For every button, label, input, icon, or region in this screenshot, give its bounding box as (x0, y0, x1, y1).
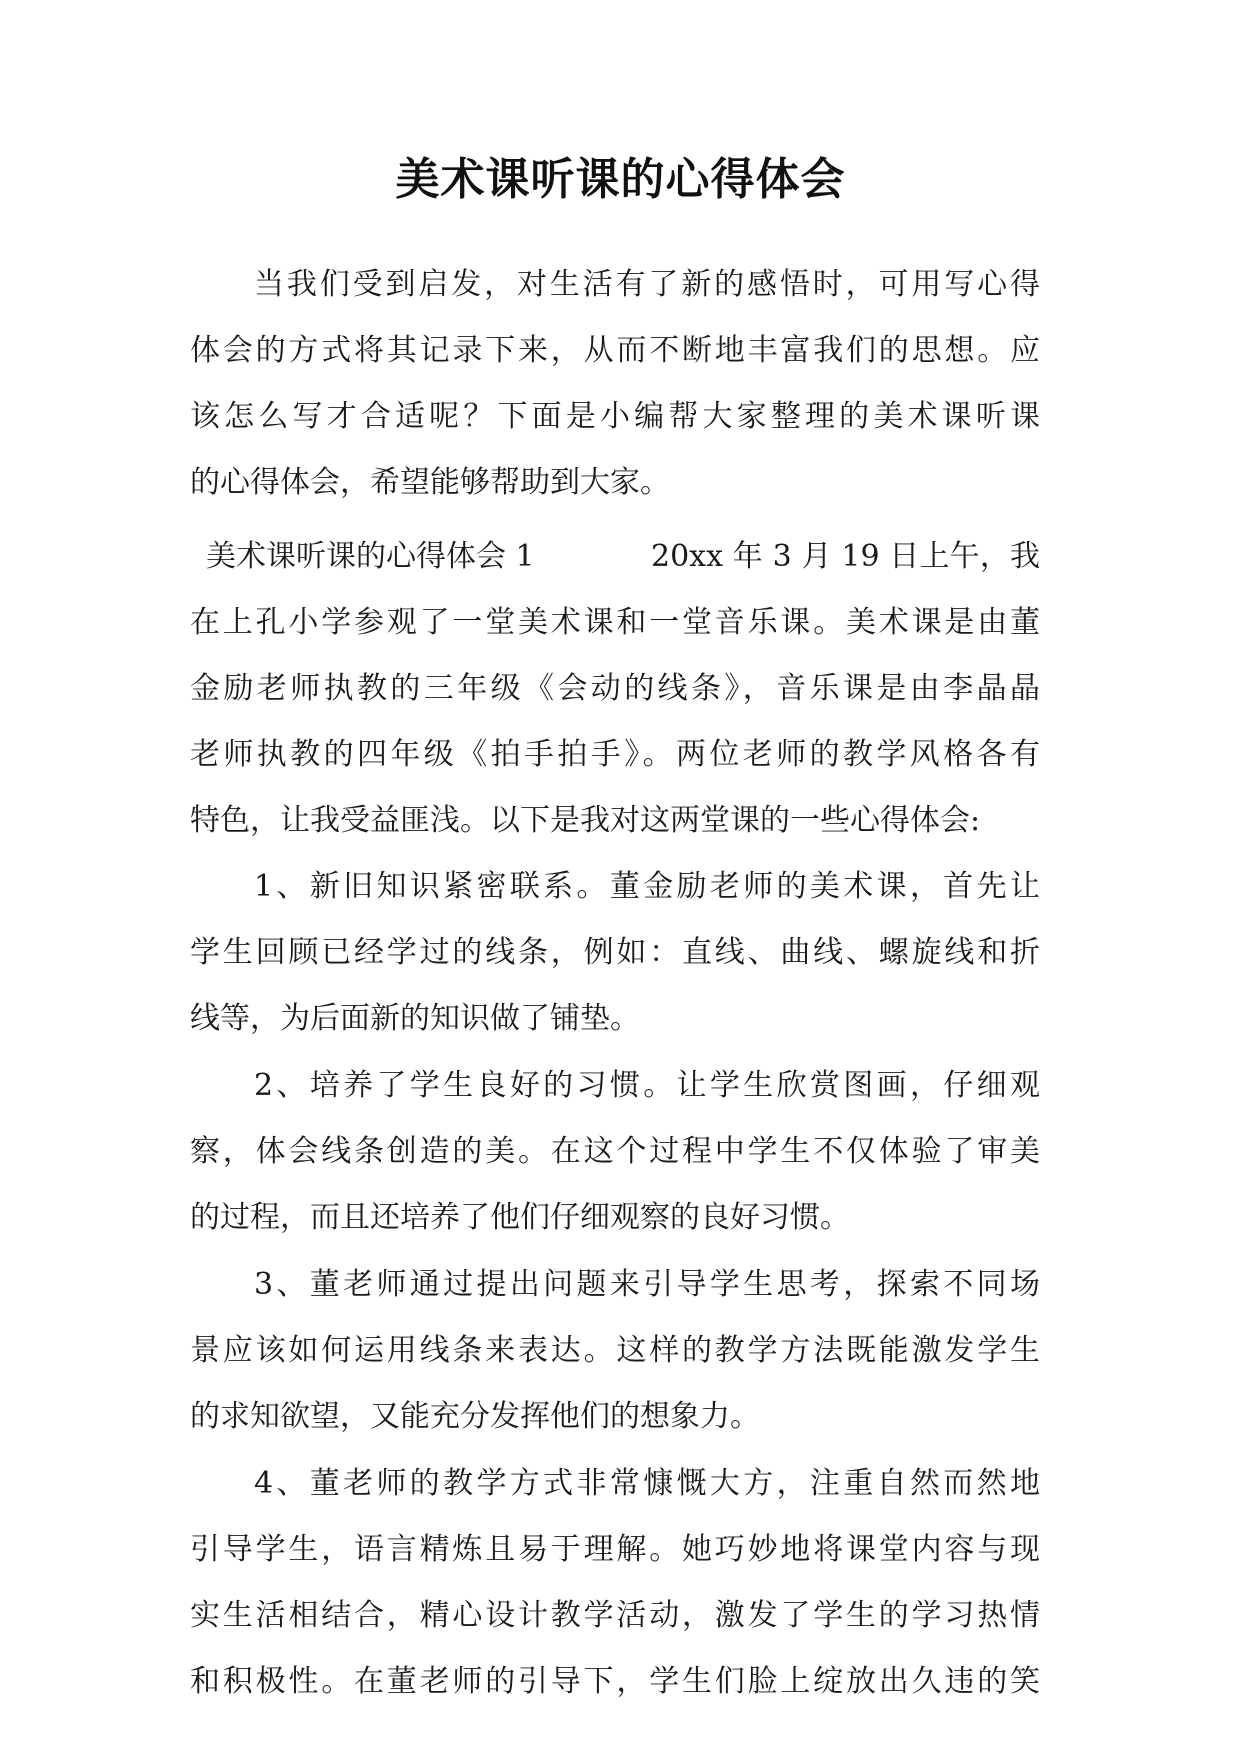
text-line: 学生回顾已经学过的线条，例如：直线、曲线、螺旋线和折 (190, 935, 1040, 970)
text-line: 察，体会线条创造的美。在这个过程中学生不仅体验了审美 (190, 1134, 1040, 1169)
text-line: 4、董老师的教学方式非常慷慨大方，注重自然而然地 (254, 1466, 1040, 1501)
text-line: 线等，为后面新的知识做了铺垫。 (190, 1001, 640, 1036)
document-title: 美术课听课的心得体会 (395, 154, 846, 205)
text-line: 和积极性。在董老师的引导下，学生们脸上绽放出久违的笑 (190, 1664, 1040, 1699)
text-line: 景应该如何运用线条来表达。这样的教学方法既能激发学生 (190, 1333, 1040, 1368)
text-line: 2、培养了学生良好的习惯。让学生欣赏图画，仔细观 (254, 1068, 1040, 1103)
text-line: 该怎么写才合适呢？下面是小编帮大家整理的美术课听课 (190, 399, 1040, 434)
text-line: 1、新旧知识紧密联系。董金励老师的美术课，首先让 (254, 869, 1040, 904)
text-line: 20xx 年 3 月 19 日上午，我 (651, 539, 1040, 574)
text-line: 实生活相结合，精心设计教学活动，激发了学生的学习热情 (190, 1598, 1040, 1633)
text-line: 的心得体会，希望能够帮助到大家。 (190, 465, 670, 500)
text-line: 当我们受到启发，对生活有了新的感悟时，可用写心得 (254, 267, 1040, 302)
text-line: 引导学生，语言精炼且易于理解。她巧妙地将课堂内容与现 (190, 1532, 1040, 1567)
text-line: 体会的方式将其记录下来，从而不断地丰富我们的思想。应 (190, 333, 1040, 368)
section-heading: 美术课听课的心得体会 1 (206, 539, 535, 574)
text-line: 3、董老师通过提出问题来引导学生思考，探索不同场 (254, 1267, 1040, 1302)
text-line: 在上孔小学参观了一堂美术课和一堂音乐课。美术课是由董 (190, 605, 1040, 640)
text-line: 的过程，而且还培养了他们仔细观察的良好习惯。 (190, 1200, 850, 1235)
text-line: 金励老师执教的三年级《会动的线条》，音乐课是由李晶晶 (190, 671, 1040, 706)
text-line: 特色，让我受益匪浅。以下是我对这两堂课的一些心得体会: (190, 803, 981, 838)
text-line: 的求知欲望，又能充分发挥他们的想象力。 (190, 1399, 760, 1434)
text-line: 老师执教的四年级《拍手拍手》。两位老师的教学风格各有 (190, 737, 1040, 772)
